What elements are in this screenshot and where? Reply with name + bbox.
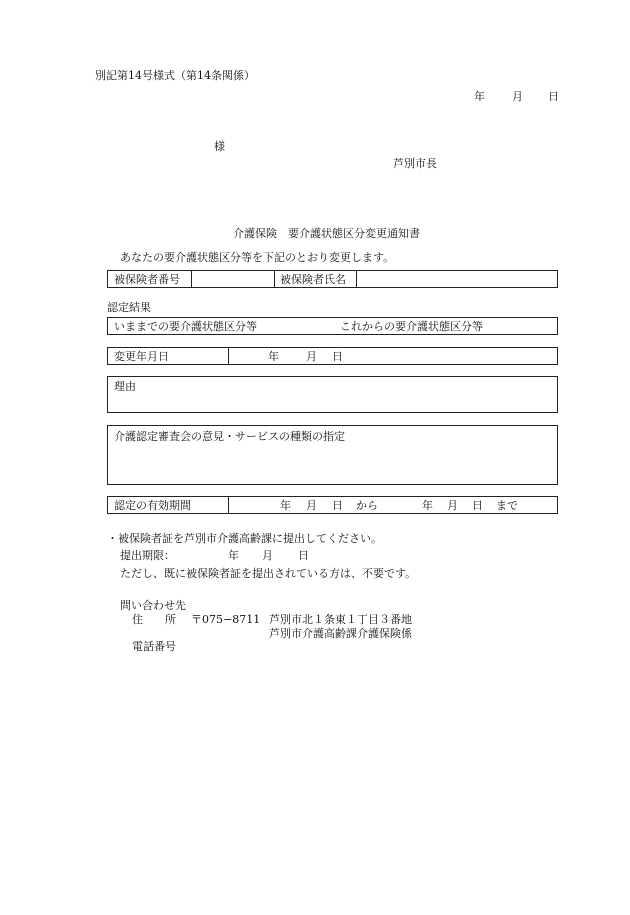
change-date-label: 変更年月日 bbox=[114, 350, 169, 363]
divider bbox=[274, 271, 275, 287]
validity-to-word: まで bbox=[496, 499, 518, 512]
issuer-name: 芦別市長 bbox=[393, 157, 437, 170]
issue-date-year: 年 bbox=[474, 90, 485, 103]
change-date-day: 日 bbox=[332, 350, 343, 363]
office-address: 芦別市北１条東１丁目３番地 bbox=[269, 613, 412, 626]
deadline-day: 日 bbox=[298, 549, 309, 562]
deadline-month: 月 bbox=[262, 549, 273, 562]
validity-from-day: 日 bbox=[332, 499, 343, 512]
document-title: 介護保険 要介護状態区分変更通知書 bbox=[233, 227, 420, 240]
phone-label: 電話番号 bbox=[132, 640, 176, 653]
committee-opinion-box bbox=[107, 425, 558, 485]
validity-from-month: 月 bbox=[306, 499, 317, 512]
divider bbox=[356, 271, 357, 287]
insured-number-label: 被保険者番号 bbox=[114, 273, 180, 286]
change-date-month: 月 bbox=[306, 350, 317, 363]
contact-heading: 問い合わせ先 bbox=[120, 599, 186, 612]
intro-text: あなたの要介護状態区分等を下記のとおり変更します。 bbox=[120, 251, 395, 264]
change-date-table bbox=[107, 347, 558, 365]
committee-opinion-label: 介護認定審査会の意見・サービスの種類の指定 bbox=[114, 430, 345, 443]
care-level-after-label: これからの要介護状態区分等 bbox=[340, 320, 483, 333]
addressee-suffix: 様 bbox=[214, 140, 225, 153]
validity-from-word: から bbox=[356, 499, 378, 512]
validity-to-day: 日 bbox=[472, 499, 483, 512]
validity-label: 認定の有効期間 bbox=[114, 499, 191, 512]
issue-date-day: 日 bbox=[548, 90, 559, 103]
result-heading: 認定結果 bbox=[107, 301, 151, 314]
validity-to-month: 月 bbox=[447, 499, 458, 512]
change-date-year: 年 bbox=[268, 350, 279, 363]
care-level-table bbox=[107, 317, 558, 335]
reason-box bbox=[107, 376, 558, 413]
reason-label: 理由 bbox=[114, 380, 136, 393]
address-label: 住 所 bbox=[132, 613, 176, 626]
issue-date-month: 月 bbox=[512, 90, 523, 103]
validity-to-year: 年 bbox=[422, 499, 433, 512]
care-level-before-label: いままでの要介護状態区分等 bbox=[114, 320, 257, 333]
divider bbox=[191, 271, 192, 287]
deadline-label: 提出期限： bbox=[120, 549, 175, 562]
submit-instruction: ・被保険者証を芦別市介護高齢課に提出してください。 bbox=[107, 532, 382, 545]
insured-table bbox=[107, 270, 558, 288]
validity-from-year: 年 bbox=[280, 499, 291, 512]
insured-name-label: 被保険者氏名 bbox=[280, 273, 346, 286]
exception-note: ただし、既に被保険者証を提出されている方は、不要です。 bbox=[120, 567, 417, 580]
form-number-label: 別記第14号様式（第14条関係） bbox=[95, 69, 255, 82]
divider bbox=[228, 497, 229, 513]
department-name: 芦別市介護高齢課介護保険係 bbox=[269, 627, 412, 640]
validity-table bbox=[107, 496, 558, 514]
deadline-year: 年 bbox=[228, 549, 239, 562]
divider bbox=[228, 348, 229, 364]
postal-code: 〒075−8711 bbox=[191, 613, 261, 626]
